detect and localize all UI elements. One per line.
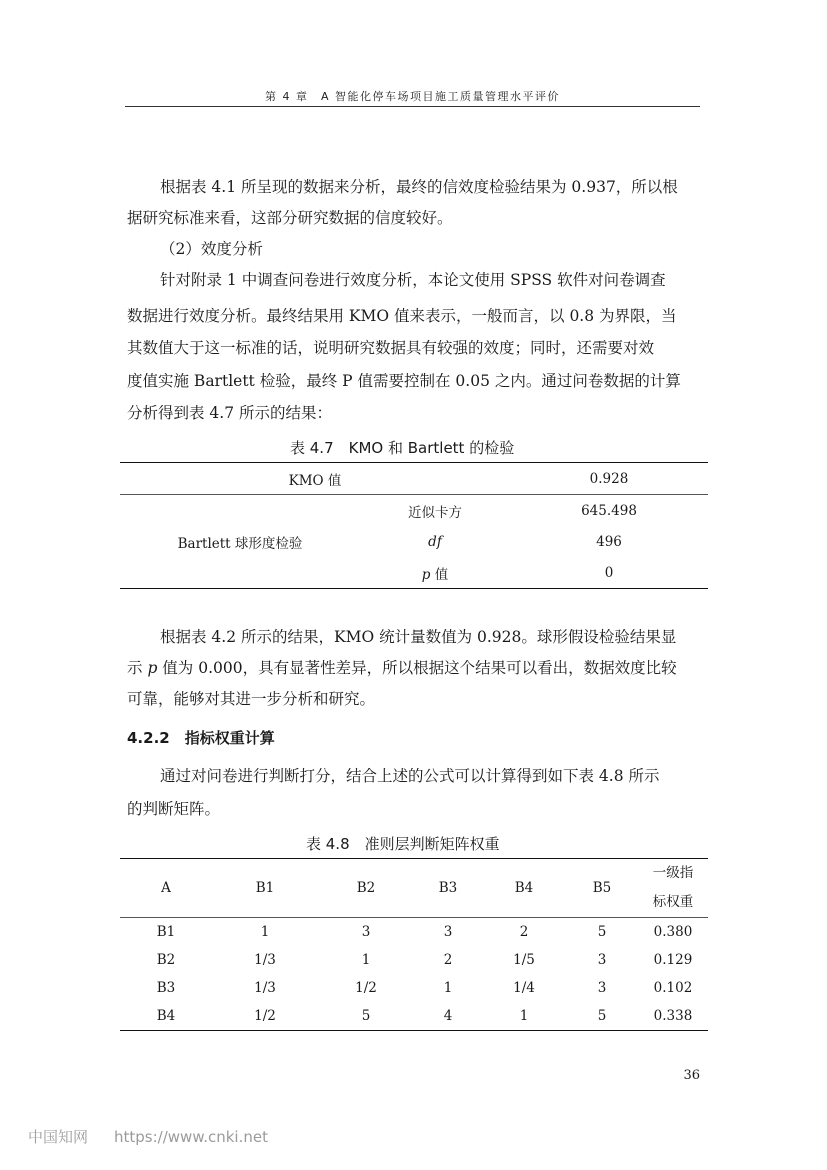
para2-line-4: 度值实施 Bartlett 检验，最终 P 值需要控制在 0.05 之内。通过问卷数据的计算	[127, 372, 681, 390]
table-cell: 1	[260, 924, 270, 940]
para3-line-1: 根据表 4.2 所示的结果，KMO 统计量数值为 0.928。球形假设检验结果显	[160, 628, 677, 646]
table-row	[120, 463, 708, 495]
table-cell: 0.380	[653, 924, 693, 940]
table-cell: 3	[443, 924, 453, 940]
table-row	[120, 946, 708, 974]
para2-line-3: 其数值大于这一标准的话，说明研究数据具有较强的效度；同时，还需要对效	[127, 339, 655, 357]
kmo-value: 0.928	[510, 463, 708, 495]
column-header: B1	[212, 859, 318, 918]
header-rule	[125, 106, 700, 107]
table-cell: 2	[519, 924, 529, 940]
cnki-watermark	[28, 1126, 268, 1147]
column-header: B4	[482, 859, 566, 918]
weight-column-header	[638, 859, 708, 918]
table-cell: 1	[443, 980, 453, 996]
para1-line-1: 根据表 4.1 所呈现的数据来分析，最终的信效度检验结果为 0.937，所以根	[160, 178, 678, 196]
table-cell: 3	[597, 980, 607, 996]
watermark-site-name: 中国知网	[28, 1128, 89, 1146]
table-cell: 0.102	[653, 980, 693, 996]
weight-header-line-1: 一级指	[652, 865, 694, 881]
para4-line-1: 通过对问卷进行判断打分，结合上述的公式可以计算得到如下表 4.8 所示	[160, 767, 660, 785]
table-cell: 1/2	[254, 1008, 276, 1024]
table-cell: B2	[156, 952, 176, 968]
watermark-url[interactable]: https://www.cnki.net	[114, 1128, 268, 1146]
table-header-row	[120, 859, 708, 918]
table-cell: 2	[443, 952, 453, 968]
table-cell: 1	[361, 952, 371, 968]
table-cell: 1/4	[513, 980, 535, 996]
table-cell: 1/5	[513, 952, 535, 968]
bartlett-label: Bartlett 球形度检验	[177, 535, 303, 552]
para1-line-2: 据研究标准来看，这部分研究数据的信度较好。	[127, 209, 453, 227]
table-cell: 4	[443, 1008, 453, 1024]
p-label-rest: 值	[430, 566, 449, 583]
sub-heading-validity: （2）效度分析	[160, 240, 263, 258]
column-header: B3	[414, 859, 482, 918]
table-cell: 3	[597, 952, 607, 968]
table-cell: 5	[361, 1008, 371, 1024]
stat-value: 496	[596, 533, 622, 550]
table-cell: 1/2	[355, 980, 377, 996]
running-header: 第 4 章 A 智能化停车场项目施工质量管理水平评价	[264, 90, 560, 103]
p-symbol: p	[147, 659, 158, 677]
table-cell: 1/3	[254, 952, 276, 968]
table-cell: B1	[156, 924, 176, 940]
table2-caption: 表 4.8 准则层判断矩阵权重	[306, 835, 500, 853]
para2-line-5: 分析得到表 4.7 所示的结果：	[127, 404, 333, 422]
stat-value: 0	[604, 564, 614, 581]
weight-header-line-2: 标权重	[652, 894, 694, 910]
kmo-label: KMO 值	[120, 463, 510, 495]
table-row	[120, 495, 708, 527]
table-row	[120, 918, 708, 947]
table-row	[120, 974, 708, 1002]
stat-label	[360, 557, 510, 589]
para3-line-2	[127, 658, 677, 678]
p-symbol: p	[421, 566, 431, 583]
table-cell: 0.129	[653, 952, 693, 968]
table-cell: 5	[597, 924, 607, 940]
column-header: A	[120, 859, 212, 918]
page-number: 36	[683, 1068, 700, 1083]
table-cell: 0.338	[653, 1008, 693, 1024]
table-cell: 3	[361, 924, 371, 940]
column-header: B5	[566, 859, 638, 918]
table-row	[120, 1002, 708, 1031]
para4-line-2: 的判断矩阵。	[127, 800, 221, 818]
stat-label: df	[428, 533, 442, 550]
table-cell: 1/3	[254, 980, 276, 996]
table-kmo-bartlett	[120, 462, 708, 589]
table-judgment-matrix	[120, 858, 708, 1031]
table-cell: B4	[156, 1008, 176, 1024]
table-cell: 1	[519, 1008, 529, 1024]
section-heading: 4.2.2 指标权重计算	[127, 729, 275, 747]
para3-line-3: 可靠，能够对其进一步分析和研究。	[127, 690, 376, 708]
table-cell: B3	[156, 980, 176, 996]
table-cell: 5	[597, 1008, 607, 1024]
para2-line-1: 针对附录 1 中调查问卷进行效度分析，本论文使用 SPSS 软件对问卷调查	[160, 271, 666, 289]
para2-line-2: 数据进行效度分析。最终结果用 KMO 值来表示，一般而言，以 0.8 为界限，当	[127, 307, 677, 325]
para3-line-2-pre: 示	[127, 659, 148, 677]
stat-label: 近似卡方	[408, 504, 462, 521]
stat-value: 645.498	[581, 502, 637, 519]
table1-caption: 表 4.7 KMO 和 Bartlett 的检验	[290, 439, 515, 457]
column-header: B2	[318, 859, 414, 918]
para3-line-2-post: 值为 0.000，具有显著性差异，所以根据这个结果可以看出，数据效度比较	[157, 659, 677, 677]
